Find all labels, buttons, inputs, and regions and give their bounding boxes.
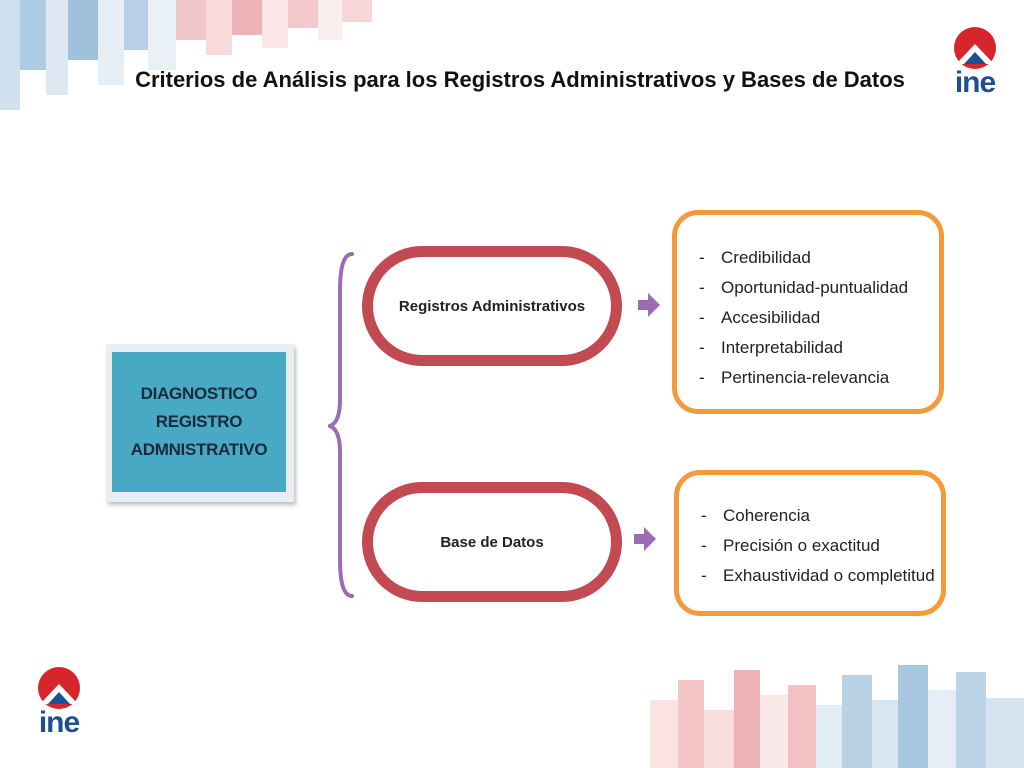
ine-logo-top-right [944, 26, 1006, 102]
criteria-item: - Credibilidad [699, 248, 811, 267]
criteria-item: - Interpretabilidad [699, 338, 843, 357]
criteria-list [699, 243, 908, 393]
ine-logo-bottom-left [28, 666, 90, 742]
background-decoration-bottom-right [650, 660, 1024, 768]
criteria-item: - Precisión o exactitud [701, 536, 880, 555]
root-node-line: DIAGNOSTICO [140, 384, 258, 403]
root-node-line: ADMNISTRATIVO [130, 440, 268, 459]
ine-logo-text: ine [954, 66, 996, 99]
branch-label: Registros Administrativos [398, 297, 586, 315]
ine-logo-text: ine [38, 706, 80, 739]
criteria-item: - Pertinencia-relevancia [699, 368, 890, 387]
branch-node-base-de-datos [362, 482, 622, 602]
ine-logo-icon [944, 26, 1006, 70]
page-title: Criterios de Análisis para los Registros Administrativos y Bases de Datos [135, 67, 905, 92]
root-node-fill [112, 352, 286, 492]
criteria-box-base-datos [674, 470, 946, 616]
curly-brace [328, 250, 358, 600]
criteria-item: - Oportunidad-puntualidad [699, 278, 909, 297]
branch-node-registros-administrativos [362, 246, 622, 366]
criteria-box-registros [672, 210, 944, 414]
criteria-list [701, 501, 935, 591]
criteria-item: - Accesibilidad [699, 308, 821, 327]
arrow-right-icon [632, 524, 658, 554]
criteria-item: - Exhaustividad o completitud [701, 566, 935, 585]
ine-logo-icon [28, 666, 90, 710]
branch-label: Base de Datos [440, 533, 544, 551]
arrow-right-icon [636, 290, 662, 320]
root-node-line: REGISTRO [155, 412, 243, 431]
root-node [106, 344, 294, 502]
criteria-item: - Coherencia [701, 506, 810, 525]
